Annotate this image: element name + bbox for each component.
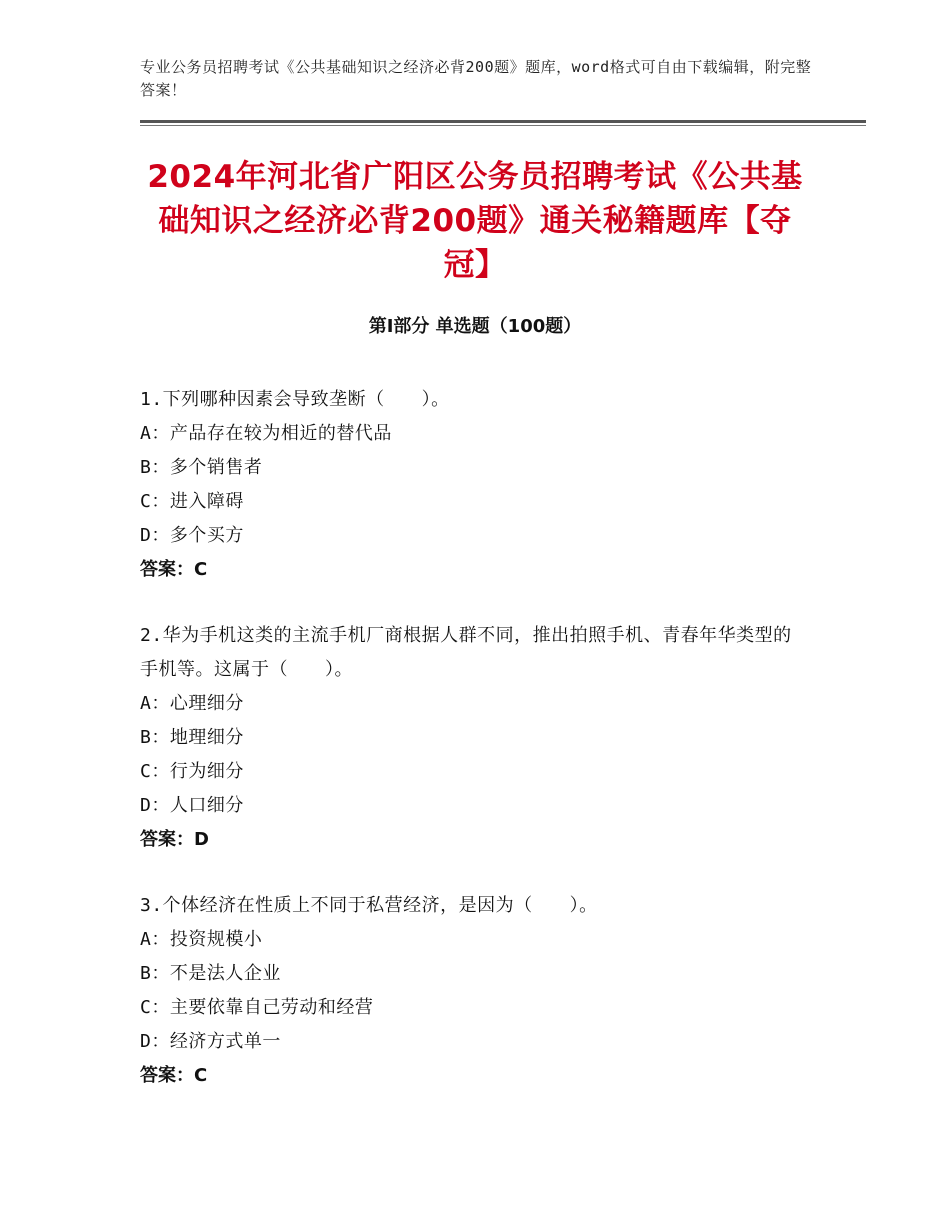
option-d: D：多个买方 (140, 525, 244, 546)
question-stem: 3.个体经济在性质上不同于私营经济，是因为（ ）。 (140, 895, 598, 916)
question-stem: 2.华为手机这类的主流手机厂商根据人群不同，推出拍照手机、青春年华类型的手机等。这属于（ ）。 (140, 625, 792, 680)
question-3 (140, 889, 810, 1093)
answer: 答案：D (140, 829, 209, 850)
option-b: B：不是法人企业 (140, 963, 281, 984)
option-b: B：多个销售者 (140, 457, 263, 478)
header-divider-thick (140, 120, 866, 123)
question-2 (140, 619, 810, 857)
question-list (140, 383, 810, 1125)
option-c: C：进入障碍 (140, 491, 244, 512)
option-c: C：主要依靠自己劳动和经营 (140, 997, 374, 1018)
option-c: C：行为细分 (140, 761, 244, 782)
option-a: A：投资规模小 (140, 929, 263, 950)
question-stem: 1.下列哪种因素会导致垄断（ ）。 (140, 389, 450, 410)
option-a: A：产品存在较为相近的替代品 (140, 423, 392, 444)
option-b: B：地理细分 (140, 727, 244, 748)
option-d: D：经济方式单一 (140, 1031, 281, 1052)
option-d: D：人口细分 (140, 795, 244, 816)
document-title: 2024年河北省广阳区公务员招聘考试《公共基础知识之经济必背200题》通关秘籍题库【夺冠】 (147, 159, 803, 283)
answer: 答案：C (140, 1065, 208, 1086)
question-1 (140, 383, 810, 587)
answer: 答案：C (140, 559, 208, 580)
option-a: A：心理细分 (140, 693, 244, 714)
header-note: 专业公务员招聘考试《公共基础知识之经济必背200题》题库，word格式可自由下载编辑，附完整答案！ (140, 58, 812, 99)
section-title: 第Ⅰ部分 单选题（100题） (368, 316, 582, 337)
header-divider-thin (140, 125, 866, 126)
